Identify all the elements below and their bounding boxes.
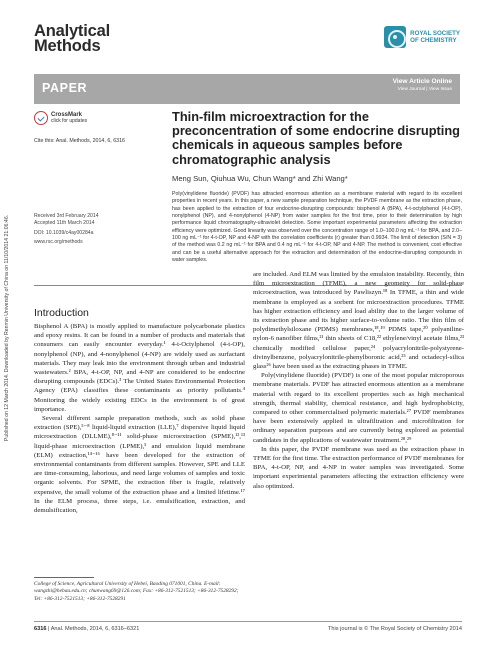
article-type-banner	[34, 74, 460, 104]
download-note-text: Published on 12 March 2014. Downloaded by Renmin University of China on 11/10/2014 21:06:46.	[4, 214, 10, 442]
paragraph: In this paper, the PVDF membrane was used as the extraction phase in TFME for the first time. The extraction performance of PVDF membranes for BPA, 4-t-OP, NP, and 4-NP in water samples was investigated. Some important experimental parameters affecting the extraction efficiency were also optimized.	[253, 445, 464, 490]
abstract: Poly(vinylidene fluoride) (PVDF) has attracted enormous attention as a membrane material with regard to its excellent properties in recent years. In this paper, a new sample preparation technique, the PVDF membrane as the extraction phase, has been applied to the extraction of four endocrine-disrupting compounds: bisphenol A (BPA), 4-t-octylphenol (4-t-OP), nonylphenol (NP), and 4-nonylphenol (4-NP) from water samples for the first time, prior to their determination by high performance liquid chromatography-ultraviolet detection. Some important experimental parameters affecting the extraction efficiency were optimized. Good linearity was observed over the concentration range of 1.0–100.0 ng mL⁻¹ for BPA, and 2.0–100 ng mL⁻¹ for 4-t-OP, NP and 4-NP with the correlation coefficients (r) greater than 0.9934. The limit of detection (S/N = 3) of the method was 0.2 ng mL⁻¹ for BPA and 0.4 ng mL⁻¹ for 4-t-OP, NP and 4-NP. The method is convenient, cost effective and can be a useful alternative approach for the extraction and determination of the endocrine-disrupting compounds in water samples.	[172, 191, 462, 264]
footnote-divider	[34, 577, 94, 578]
paragraph: Bisphenol A (BPA) is mostly applied to manufacture polycarbonate plastics and epoxy resins. It can be found in a number of products and materials that consumers can easily encounter everyday.¹ 4-t-Octylphenol (4-t-OP), nonylphenol (NP), and 4-nonylphenol (4-NP) are widely used as surfactant materials. They may leak into the environment through urban and industrial wastewaters.² BPA, 4-t-OP, NP, and 4-NP are considered to be endocrine disrupting compounds (EDCs).³ The United States Environmental Protection Agency (EPA) classifies these contaminants as priority pollutants.⁴ Monitoring the widely existing EDCs in the environment is of great importance.	[34, 323, 245, 413]
page-number: 6316	[34, 626, 47, 632]
paragraph: Poly(vinylidene fluoride) (PVDF) is one of the most popular microporous membrane materials. PVDF has attracted enormous attention as a membrane material with regard to its excellent properties such as high mechanical strength, thermal stability, chemical resistance, and high hydrophobicity, compared to other commercialised polymeric materials.²⁷ PVDF membranes have been extensively applied in ultrafiltration and microfiltration for ordinary separation purposes and are currently being explored as potential candidates in the applications of wastewater treatment.²⁸,²⁹	[253, 372, 464, 444]
publisher-line2: OF CHEMISTRY	[410, 37, 457, 44]
article-type-label: PAPER	[42, 81, 88, 95]
publisher-logo[interactable]	[384, 26, 460, 48]
journal-name-line2: Methods	[34, 37, 101, 55]
author-list: Meng Sun, Qiuhua Wu, Chun Wang* and Zhi Wang*	[172, 174, 348, 183]
body-column-left	[34, 322, 245, 515]
accepted-date: Accepted 11th March 2014	[34, 220, 95, 227]
journal-reference: | Anal. Methods, 2014, 6, 6316–6321	[46, 626, 140, 632]
body-column-right	[253, 270, 464, 491]
article-title: Thin-film microextraction for the preconcentration of some endocrine disrupting chemicals in aqueous samples before chromatographic analysis	[172, 109, 460, 167]
journal-website-link[interactable]: www.rsc.org/methods	[34, 239, 83, 246]
crossmark-label	[51, 112, 87, 124]
affiliation-footnote: College of Science, Agricultural University of Hebei, Baoding 071001, China. E-mail: wangzhi@hebau.edu.cn; chunwang69@126.com; Fax: +86-312-7521513; +86-312-7528292; Tel: +86-312-7521513; +86-312-7528291	[34, 581, 239, 602]
view-article-online-link[interactable]: View Article Online	[392, 78, 452, 85]
page-footer-left	[34, 626, 139, 632]
footer-divider	[34, 621, 462, 622]
crossmark-icon	[34, 111, 48, 125]
online-links	[393, 78, 452, 92]
journal-name-line1: Analytical	[34, 22, 110, 40]
citation: Cite this: Anal. Methods, 2014, 6, 6316	[34, 138, 125, 144]
journal-issue-links[interactable]: View Journal | View Issue	[397, 87, 452, 92]
crossmark-subtitle: click for updates	[51, 118, 88, 124]
paragraph: are included. And ELM was limited by the emulsion instability. Recently, thin film microextraction (TFME), a new geometry for solid-phase microextraction, was introduced by Pawliszyn.¹⁸ In TFME, a thin and wide membrane is employed as a sorbent for microextraction procedures. TFME has higher extraction efficiency and load ability due to the larger volume of its extraction phase and its higher surface-to-volume ratio. The thin film of polydimethylsiloxane (PDMS) membranes,¹⁸,¹⁹ PDMS tape,²⁰ polyaniline-nylon-6 nanofiber films,²¹ thin sheets of C18,²² ethylene/vinyl acetate films,²³ chemically modified cellulose paper,²⁴ polyacrylonitrile-polystyrene-divinylbenzene, polyacrylonitrile-phenylboronic acid,²⁵ and octadecyl-silica glass²⁶ have been used as the extracting phases in TFME.	[253, 271, 464, 371]
journal-logo[interactable]	[34, 24, 110, 54]
received-date: Received 3rd February 2014	[34, 213, 99, 219]
copyright-notice: This journal is © The Royal Society of Chemistry 2014	[328, 626, 462, 632]
article-history	[34, 213, 162, 247]
section-heading-introduction: Introduction	[34, 307, 89, 319]
crossmark-badge[interactable]	[34, 111, 87, 125]
publisher-name	[410, 30, 460, 44]
publisher-line1: ROYAL SOCIETY	[410, 30, 460, 37]
download-note	[2, 118, 12, 538]
rsc-crest-icon	[384, 26, 406, 48]
doi[interactable]: DOI: 10.1039/c4ay00284a	[34, 229, 94, 236]
crossmark-title: CrossMark	[51, 112, 83, 118]
paragraph: Several different sample preparation methods, such as solid phase extraction (SPE),⁵⁻⁸ liquid-liquid extraction (LLE),⁷ dispersive liquid liquid microextraction (DLLME),⁸⁻¹¹ solid-phase microextraction (SPME),¹²,¹³ liquid-phase microextraction (LPME),⁵ and emulsion liquid membrane (ELM) extraction,¹⁴⁻¹⁶ have been developed for the extraction of environmental contaminants from different samples. However, SPE and LLE are time-consuming, laborious, and need large volumes of samples and toxic organic solvents. For SPME, the extraction fiber is fragile, relatively expensive, the small volume of the extraction phase and a limited lifetime.¹⁷ In the ELM process, three steps, i.e. emulsification, extraction, and demulsification,	[34, 415, 245, 515]
